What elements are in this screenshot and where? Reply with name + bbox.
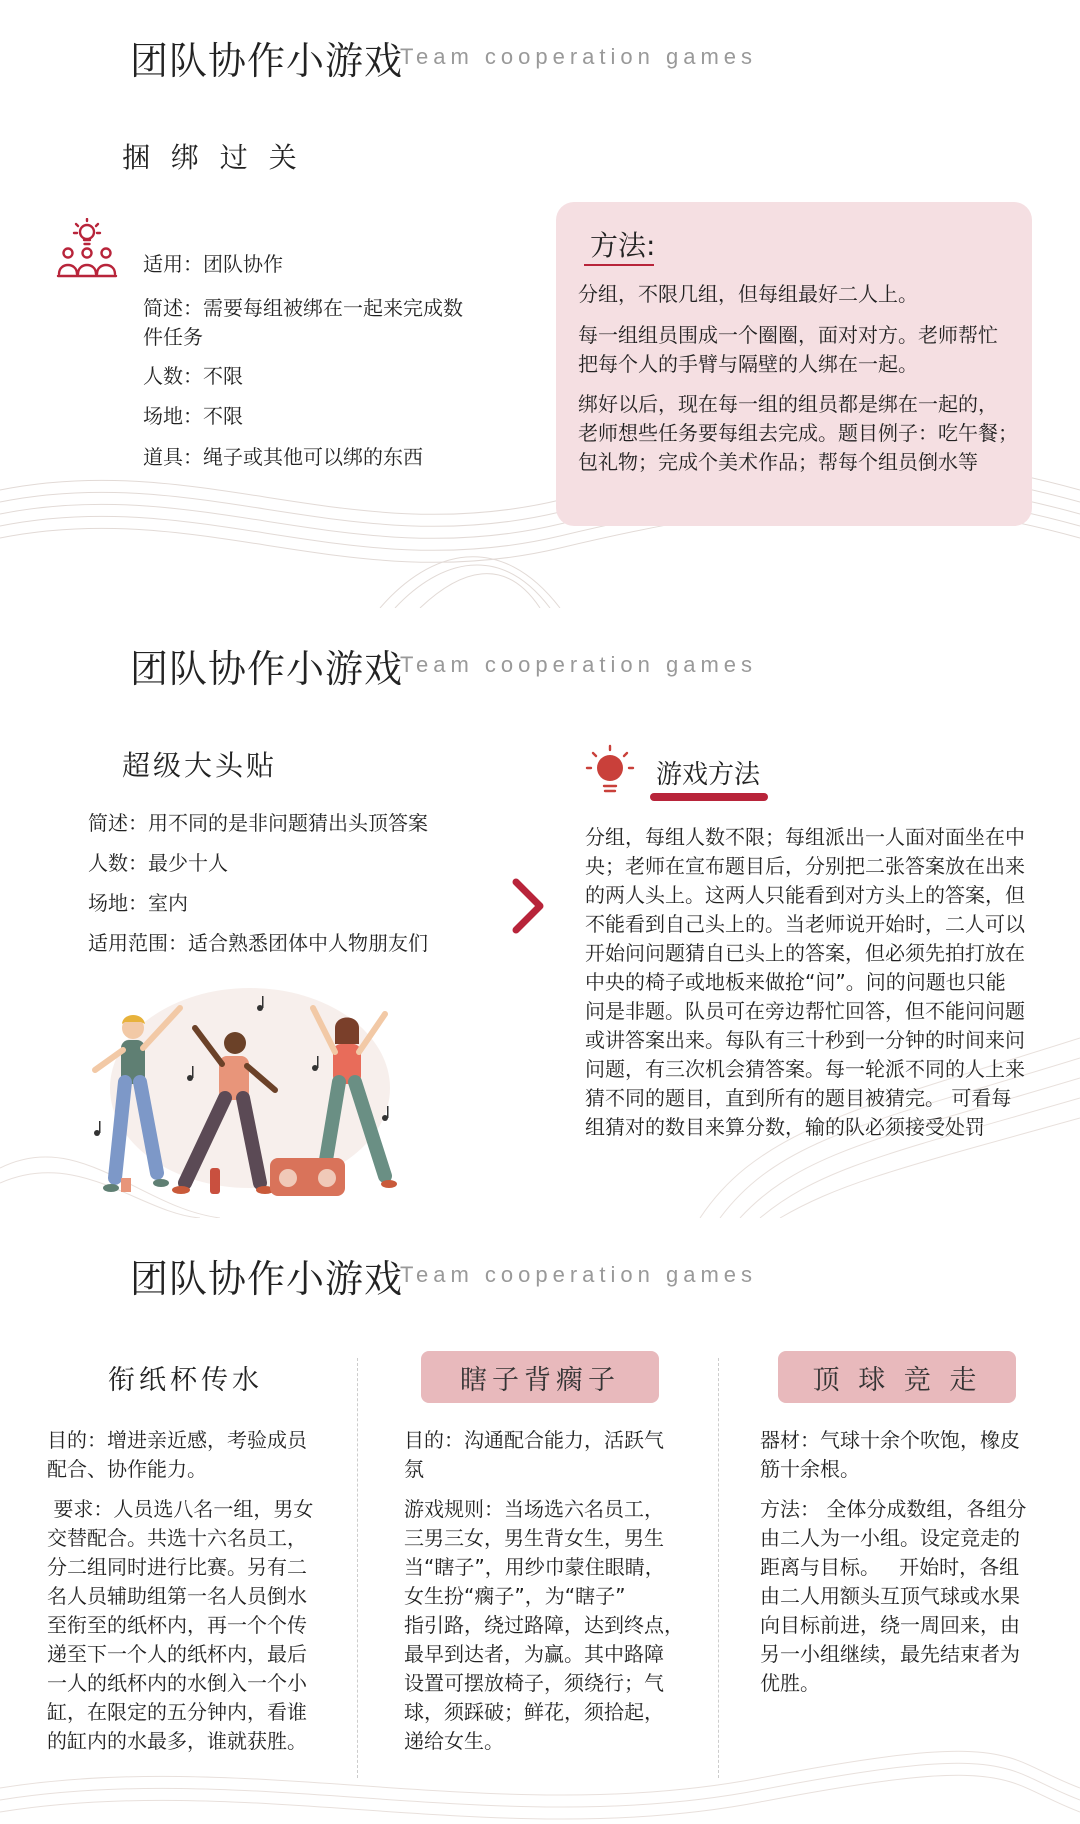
page-title: 团队协作小游戏: [130, 1257, 404, 1301]
dancing-people-illustration: [85, 978, 415, 1218]
method-line: 问题，有三次机会猜答案。每一轮派不同的人上来: [585, 1057, 1025, 1081]
col2-line: 三男三女，男生背女生，男生: [404, 1526, 664, 1550]
col2-line: 指引路，绕过路障，达到终点，: [404, 1613, 684, 1637]
method-line: 分组，每组人数不限；每组派出一人面对面坐在中: [585, 825, 1025, 849]
col2-line: 氛: [404, 1457, 424, 1481]
page-title: 团队协作小游戏: [130, 647, 404, 691]
col1-line: 分二组同时进行比赛。另有二: [47, 1555, 307, 1579]
game-title-balloon-race: 顶 球 竞 走: [778, 1351, 1016, 1403]
col2-line: 最早到达者，为赢。其中路障: [404, 1642, 664, 1666]
col3-line: 另一小组继续，最先结束者为: [760, 1642, 1020, 1666]
page-title: 团队协作小游戏: [130, 39, 404, 83]
col2-line: 女生扮“瘸子”，为“瞎子”: [404, 1584, 626, 1608]
method-line: 不能看到自己头上的。当老师说开始时，二人可以: [585, 912, 1025, 936]
column-divider: [718, 1358, 719, 1778]
info-players: 人数：不限: [143, 364, 243, 388]
col1-line: 配合、协作能力。: [47, 1457, 207, 1481]
col3-line: 筋十余根。: [760, 1457, 860, 1481]
team-idea-icon: [55, 218, 119, 280]
method-line: 老师想些任务要每组去完成。题目例子：吃午餐；: [578, 421, 1018, 445]
col3-line: 优胜。: [760, 1671, 820, 1695]
col2-line: 游戏规则：当场选六名员工，: [404, 1497, 664, 1521]
chevron-right-icon: [510, 878, 546, 934]
col1-line: 至衔至的纸杯内，再一个个传: [47, 1613, 307, 1637]
page-subtitle: Team cooperation games: [400, 652, 758, 677]
col3-line: 由二人用额头互顶气球或水果: [760, 1584, 1020, 1608]
info-summary: 简述：用不同的是非问题猜出头顶答案: [88, 811, 428, 835]
info-scope: 适用：团队协作: [143, 252, 283, 276]
method-line: 组猜对的数目来算分数，输的队必须接受处罚: [585, 1115, 985, 1139]
col1-line: 递至下一个人的纸杯内，最后: [47, 1642, 307, 1666]
col2-line: 球，须踩破；鲜花，须拾起，: [404, 1700, 664, 1724]
page-subtitle: Team cooperation games: [400, 44, 758, 69]
info-players: 人数：最少十人: [88, 851, 228, 875]
method-line: 猜不同的题目，直到所有的题目被猜完。 可看每: [585, 1086, 1012, 1110]
method-title: 方法:: [590, 229, 656, 262]
info-summary-cont: 件任务: [143, 325, 203, 349]
method-title: 游戏方法: [656, 760, 761, 790]
sun-idea-icon: [584, 744, 636, 796]
section-big-head-game: [0, 608, 1080, 1218]
col1-line: 一人的纸杯内的水倒入一个小: [47, 1671, 307, 1695]
col1-line: 的缸内的水最多，谁就获胜。: [47, 1729, 307, 1753]
method-line: 问是非题。队员可在旁边帮忙回答，但不能问问题: [585, 999, 1025, 1023]
method-line: 分组，不限几组，但每组最好二人上。: [578, 282, 918, 306]
col3-line: 由二人为一小组。设定竞走的: [760, 1526, 1020, 1550]
method-line: 把每个人的手臂与隔壁的人绑在一起。: [578, 352, 918, 376]
method-title-underline: [650, 793, 768, 801]
info-venue: 场地：室内: [88, 891, 188, 915]
game-title-cup-water: 衔纸杯传水: [108, 1365, 263, 1396]
col1-line: 缸，在限定的五分钟内，看谁: [47, 1700, 307, 1724]
col1-line: 交替配合。共选十六名员工，: [47, 1526, 307, 1550]
col3-line: 器材：气球十余个吹饱，橡皮: [760, 1428, 1020, 1452]
info-scope: 适用范围：适合熟悉团体中人物朋友们: [88, 931, 428, 955]
info-venue: 场地：不限: [143, 404, 243, 428]
column-divider: [357, 1358, 358, 1778]
method-line: 绑好以后，现在每一组的组员都是绑在一起的，: [578, 392, 998, 416]
game-title-big-head: 超级大头贴: [122, 749, 278, 782]
col2-line: 当“瞎子”，用纱巾蒙住眼睛，: [404, 1555, 665, 1579]
info-summary: 简述：需要每组被绑在一起来完成数: [143, 296, 463, 320]
method-title-underline: [584, 264, 654, 266]
col3-line: 方法： 全体分成数组，各组分: [760, 1497, 1027, 1521]
col1-line: 名人员辅助组第一名人员倒水: [47, 1584, 307, 1608]
col1-line: 目的：增进亲近感，考验成员: [47, 1428, 307, 1452]
method-line: 中央的椅子或地板来做抢“问”。问的问题也只能: [585, 970, 1006, 994]
col2-line: 递给女生。: [404, 1729, 504, 1753]
col1-line: 要求：人员选八名一组，男女: [47, 1497, 314, 1521]
col2-line: 目的：沟通配合能力，活跃气: [404, 1428, 664, 1452]
game-title-blind-carry: 瞎子背瘸子: [421, 1351, 659, 1403]
col3-line: 距离与目标。 开始时，各组: [760, 1555, 1020, 1579]
col2-line: 设置可摆放椅子，须绕行；气: [404, 1671, 664, 1695]
method-line: 央；老师在宣布题目后，分别把二张答案放在出来: [585, 854, 1025, 878]
section-three-games: [0, 1218, 1080, 1824]
method-line: 的两人头上。这两人只能看到对方头上的答案，但: [585, 883, 1025, 907]
game-title-binding: 捆 绑 过 关: [122, 141, 303, 174]
method-line: 或讲答案出来。每队有三十秒到一分钟的时间来问: [585, 1028, 1025, 1052]
method-line: 开始问问题猜自已头上的答案，但必须先拍打放在: [585, 941, 1025, 965]
method-line: 每一组组员围成一个圈圈，面对对方。老师帮忙: [578, 323, 998, 347]
page-subtitle: Team cooperation games: [400, 1262, 758, 1287]
method-line: 包礼物；完成个美术作品；帮每个组员倒水等: [578, 450, 978, 474]
section-binding-game: [0, 0, 1080, 608]
info-props: 道具：绳子或其他可以绑的东西: [143, 445, 423, 469]
col3-line: 向目标前进，绕一周回来，由: [760, 1613, 1020, 1637]
